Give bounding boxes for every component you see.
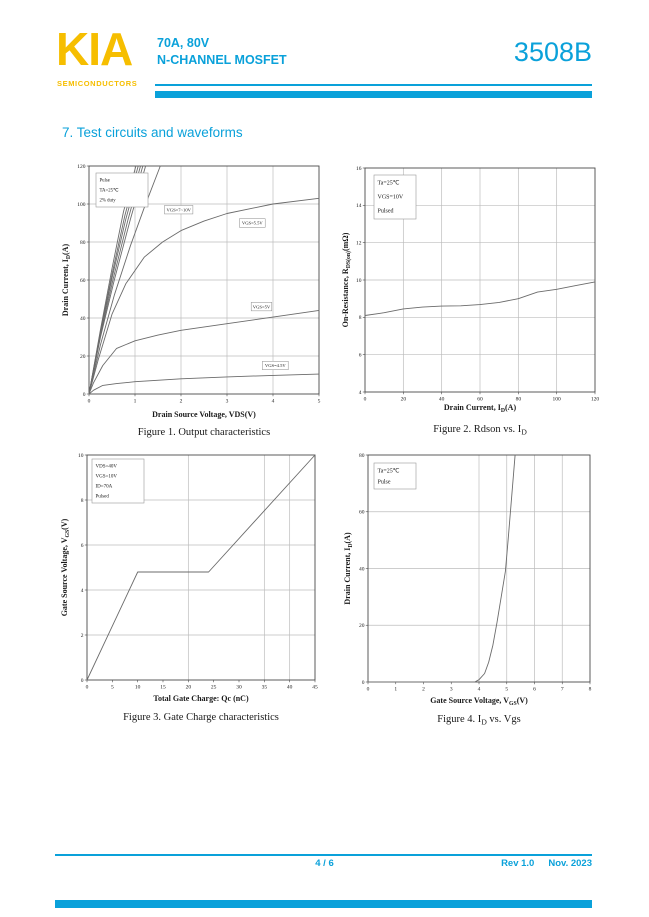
svg-text:2: 2 <box>80 632 84 639</box>
svg-text:4: 4 <box>477 686 481 693</box>
svg-text:45: 45 <box>312 684 318 691</box>
svg-text:12: 12 <box>356 240 362 247</box>
svg-text:VDS=40V: VDS=40V <box>95 464 117 470</box>
svg-text:Figure 2. Rdson vs. ID: Figure 2. Rdson vs. $I_D$ <box>433 424 527 437</box>
svg-text:6: 6 <box>358 352 362 359</box>
figure-id-vs-vgs <box>338 448 623 737</box>
svg-text:Drain Current, ID(A): Drain Current, $I_D(A)$ <box>343 532 354 605</box>
svg-text:4: 4 <box>271 398 275 405</box>
svg-text:VGS=5.5V: VGS=5.5V <box>241 220 263 226</box>
figure-rdson-vs-id <box>338 158 623 447</box>
svg-text:20: 20 <box>359 623 365 630</box>
kia-logo: KIA <box>56 23 133 75</box>
svg-text:Pulse: Pulse <box>99 178 110 184</box>
svg-text:Pulsed: Pulsed <box>377 208 394 215</box>
svg-text:40: 40 <box>80 315 86 322</box>
svg-text:10: 10 <box>134 684 141 691</box>
svg-text:100: 100 <box>77 201 86 208</box>
svg-text:60: 60 <box>359 509 365 516</box>
svg-text:7: 7 <box>560 686 564 693</box>
svg-text:8: 8 <box>80 497 84 504</box>
id-vs-vgs-chart <box>338 448 623 732</box>
svg-text:6: 6 <box>80 542 84 549</box>
svg-text:8: 8 <box>588 686 592 693</box>
svg-text:80: 80 <box>359 452 365 459</box>
device-rating: 70A, 80V <box>157 36 210 50</box>
svg-text:Pulsed: Pulsed <box>95 494 109 500</box>
svg-text:35: 35 <box>261 684 268 691</box>
svg-text:Drain Current, ID(A): Drain Current, $I_D(A)$ <box>61 243 72 317</box>
logo-tagline: SEMICONDUCTORS <box>57 79 138 88</box>
svg-text:10: 10 <box>356 277 362 284</box>
gate-charge-chart <box>55 448 340 732</box>
svg-text:14: 14 <box>356 203 362 210</box>
svg-text:10: 10 <box>78 452 84 459</box>
svg-text:0: 0 <box>363 396 367 403</box>
svg-text:5: 5 <box>110 684 114 691</box>
header-rule-thick <box>155 91 592 98</box>
footer-bar <box>55 900 592 908</box>
section-title: 7. Test circuits and waveforms <box>62 125 243 140</box>
svg-text:Drain Source Voltage, VDS(V): Drain Source Voltage, VDS(V) <box>152 410 256 419</box>
svg-text:25: 25 <box>210 684 217 691</box>
revision: Rev 1.0 <box>501 858 535 869</box>
output-characteristics-chart <box>55 158 340 442</box>
svg-text:1: 1 <box>133 398 137 405</box>
svg-text:VGS=10V: VGS=10V <box>377 194 404 201</box>
device-spec <box>157 35 287 69</box>
svg-text:2: 2 <box>179 398 183 405</box>
svg-text:100: 100 <box>552 396 561 403</box>
svg-text:0: 0 <box>366 686 370 693</box>
svg-text:Gate Source Voltage, VGS(V): Gate Source Voltage, $V_{GS}(V)$ <box>60 518 71 617</box>
svg-text:2% duty: 2% duty <box>99 198 116 204</box>
svg-text:6: 6 <box>533 686 536 693</box>
svg-text:Ta=25℃: Ta=25℃ <box>377 468 400 475</box>
svg-text:2: 2 <box>422 686 425 693</box>
svg-text:80: 80 <box>515 396 522 403</box>
svg-text:Drain Current, ID(A): Drain Current, $I_D(A)$ <box>443 403 517 414</box>
header-rule-thin <box>155 84 592 86</box>
revision-info <box>501 858 592 869</box>
svg-text:0: 0 <box>82 391 86 398</box>
svg-text:0: 0 <box>80 677 84 684</box>
figure-output-characteristics <box>55 158 340 447</box>
figure-gate-charge <box>55 448 340 737</box>
svg-text:40: 40 <box>286 684 293 691</box>
page-number: 4 / 6 <box>315 858 334 869</box>
svg-text:0: 0 <box>85 684 89 691</box>
svg-text:TA=25℃: TA=25℃ <box>99 188 119 194</box>
svg-text:Gate Source Voltage, VGS(V): Gate Source Voltage, $V_{GS}(V)$ <box>430 696 528 707</box>
svg-text:80: 80 <box>80 239 86 246</box>
svg-text:On-Resistance, RDS(on)(mΩ): On-Resistance, $R_{DS(on)}(m\Omega)$ <box>341 232 352 328</box>
svg-text:40: 40 <box>438 396 445 403</box>
svg-text:5: 5 <box>317 398 321 405</box>
svg-text:20: 20 <box>80 353 86 360</box>
svg-text:0: 0 <box>87 398 91 405</box>
svg-text:8: 8 <box>358 315 362 322</box>
svg-text:40: 40 <box>359 566 365 573</box>
svg-text:Figure 4. ID vs. Vgs: Figure 4. $I_D$ vs. Vgs <box>437 714 521 727</box>
svg-text:VGS=7~10V: VGS=7~10V <box>166 207 191 213</box>
svg-text:ID=70A: ID=70A <box>95 484 113 490</box>
svg-text:4: 4 <box>358 389 362 396</box>
svg-text:20: 20 <box>400 396 407 403</box>
svg-text:0: 0 <box>361 679 365 686</box>
svg-text:60: 60 <box>477 396 483 403</box>
svg-text:Figure 3. Gate Charge characte: Figure 3. Gate Charge characteristics <box>123 712 279 723</box>
svg-text:VGS=5V: VGS=5V <box>252 304 271 310</box>
svg-text:15: 15 <box>160 684 166 691</box>
device-type: N-CHANNEL MOSFET <box>157 53 287 67</box>
svg-text:60: 60 <box>80 277 86 284</box>
part-number: 3508B <box>513 37 592 67</box>
svg-text:5: 5 <box>505 686 509 693</box>
svg-text:1: 1 <box>394 686 398 693</box>
svg-text:16: 16 <box>356 165 362 172</box>
svg-text:VGS=4.5V: VGS=4.5V <box>264 363 286 369</box>
svg-text:20: 20 <box>185 684 192 691</box>
svg-text:3: 3 <box>225 398 229 405</box>
svg-text:120: 120 <box>77 163 86 170</box>
revision-date: Nov. 2023 <box>548 858 592 869</box>
svg-text:30: 30 <box>236 684 242 691</box>
footer-rule <box>55 854 592 856</box>
svg-text:4: 4 <box>80 587 84 594</box>
svg-text:VGS=10V: VGS=10V <box>95 474 117 480</box>
svg-text:120: 120 <box>590 396 600 403</box>
svg-text:Pulse: Pulse <box>377 479 391 486</box>
svg-text:Total Gate Charge: Qc (nC): Total Gate Charge: Qc (nC) <box>153 694 249 703</box>
svg-text:Ta=25℃: Ta=25℃ <box>377 180 400 187</box>
svg-text:3: 3 <box>449 686 453 693</box>
rdson-vs-id-chart <box>338 158 623 442</box>
svg-text:Figure 1. Output characteristi: Figure 1. Output characteristics <box>137 427 271 438</box>
